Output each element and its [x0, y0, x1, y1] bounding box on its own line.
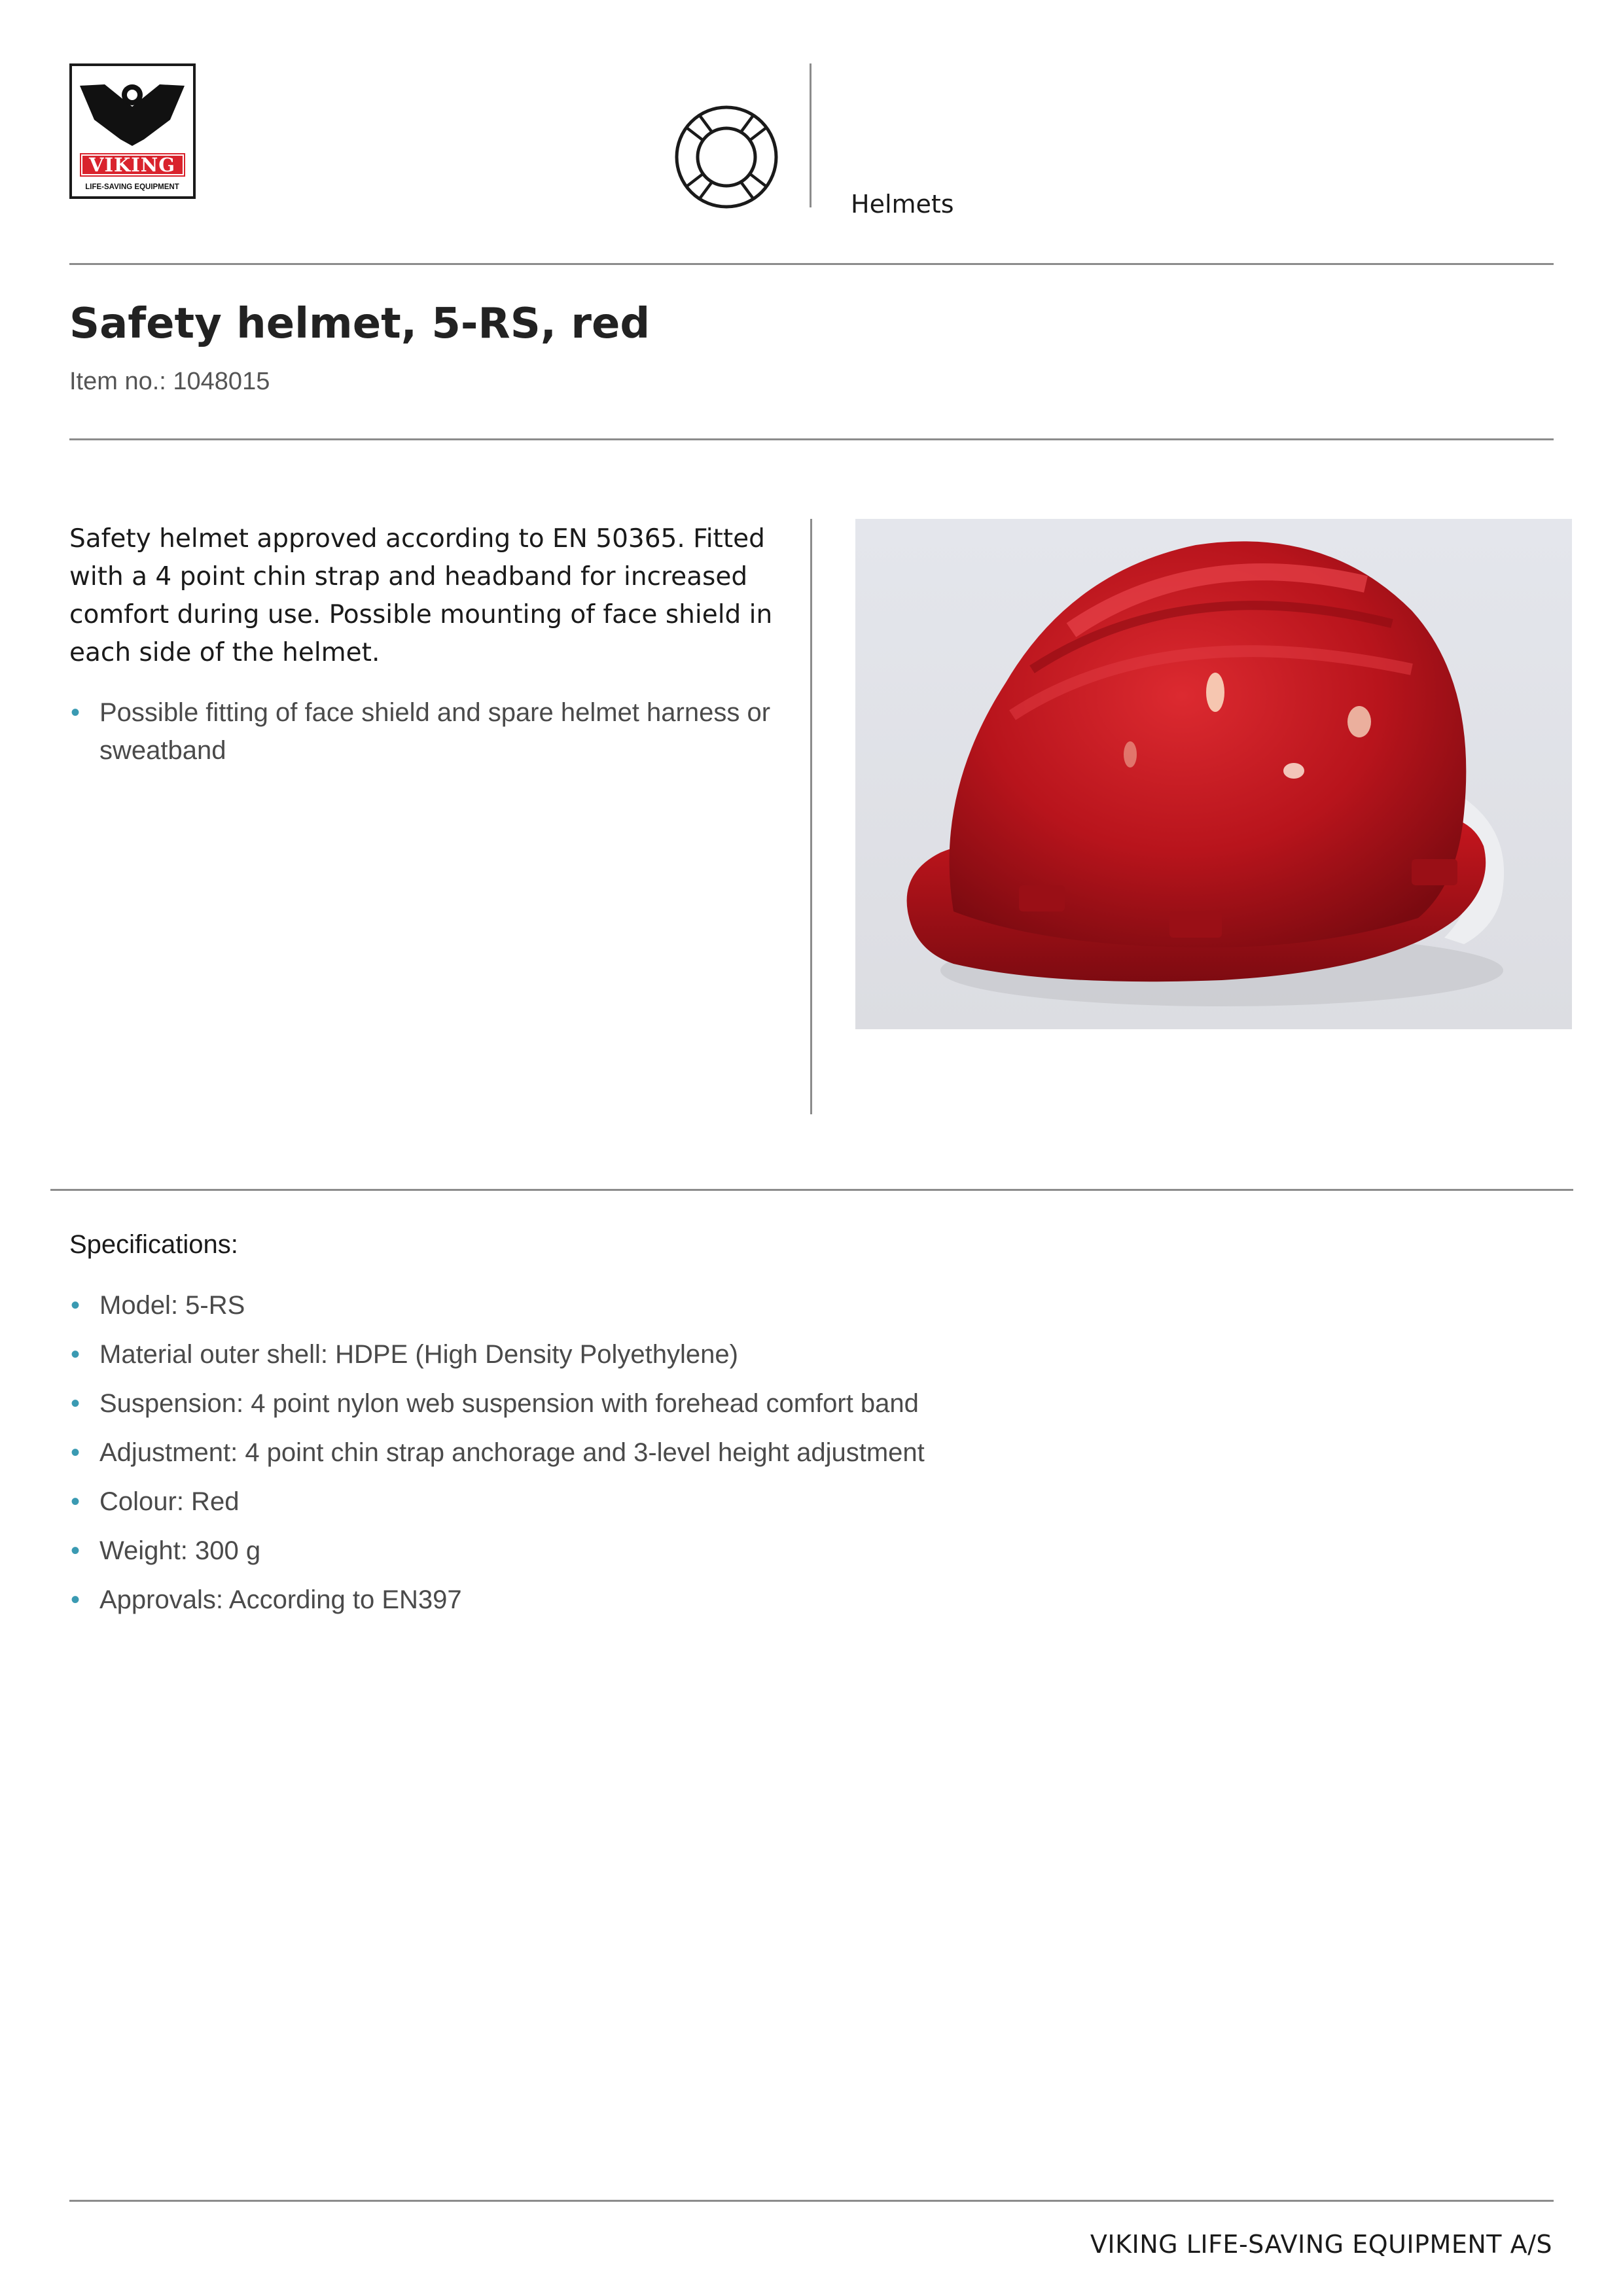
- title-rule: [69, 438, 1554, 440]
- product-title: Safety helmet, 5-RS, red: [69, 300, 651, 348]
- specifications-heading: Specifications:: [69, 1230, 238, 1259]
- logo-tagline-text: LIFE-SAVING EQUIPMENT: [85, 183, 179, 191]
- list-item: • Weight: 300 g: [69, 1531, 1313, 1580]
- lifebuoy-icon: [671, 101, 782, 215]
- list-item: • Material outer shell: HDPE (High Density Polyethylene): [69, 1335, 1313, 1384]
- viking-logo: [69, 63, 196, 199]
- header-rule: [69, 263, 1554, 265]
- product-description: Safety helmet approved according to EN 50365. Fitted with a 4 point chin strap and headband for increased comfort during use. Possible mounting of face shield in each side of the helmet.: [69, 524, 773, 667]
- logo-brand-text: VIKING: [88, 154, 176, 176]
- header-divider: [810, 63, 812, 207]
- list-item: • Suspension: 4 point nylon web suspension with forehead comfort band: [69, 1384, 1313, 1433]
- feature-list: [69, 694, 789, 769]
- section-rule: [50, 1189, 1573, 1191]
- footer-company-name: VIKING LIFE-SAVING EQUIPMENT A/S: [1090, 2230, 1552, 2259]
- footer-rule: [69, 2200, 1554, 2202]
- content-divider: [810, 519, 812, 1114]
- category-label: Helmets: [851, 190, 954, 219]
- item-number: Item no.: 1048015: [69, 368, 270, 395]
- list-item: • Colour: Red: [69, 1482, 1313, 1531]
- list-item: • Approvals: According to EN397: [69, 1580, 1313, 1629]
- red-safety-helmet-photo: [855, 519, 1572, 1029]
- list-item: • Possible fitting of face shield and spare helmet harness or sweatband: [69, 694, 789, 769]
- viking-logo-icon: [72, 66, 193, 196]
- list-item: • Model: 5-RS: [69, 1286, 1313, 1335]
- specifications-list: [69, 1286, 1313, 1629]
- list-item: • Adjustment: 4 point chin strap anchorage and 3-level height adjustment: [69, 1433, 1313, 1482]
